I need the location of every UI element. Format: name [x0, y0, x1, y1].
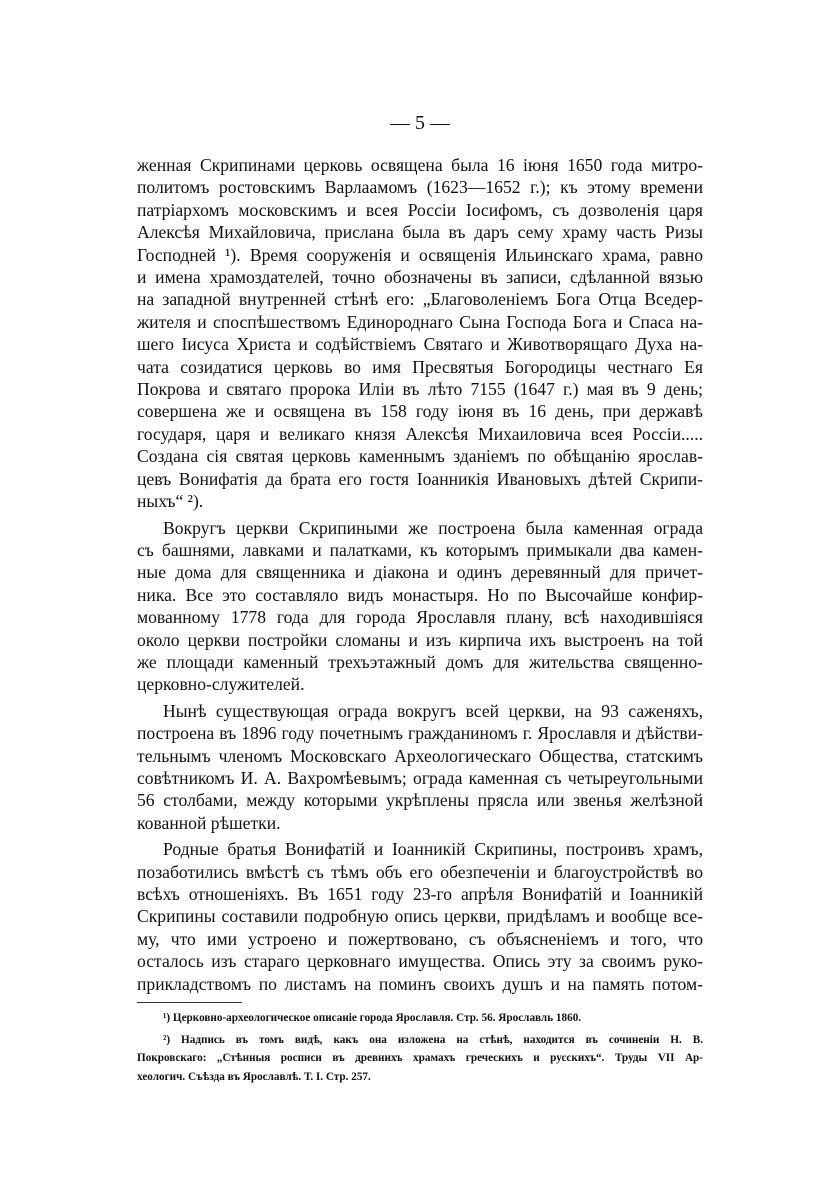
text-line: Скрипины составили подробную опись церкви, придѣламъ и вообще все-: [137, 906, 703, 927]
text-paragraph: [137, 700, 703, 834]
text-line: Вокругъ церкви Скрипиными же построена была каменная ограда: [163, 517, 703, 538]
text-line: же площади каменный трехъэтажный домъ для жительства священно-: [137, 651, 703, 672]
text-line: совѣтникомъ И. А. Вахромѣевымъ; ограда каменная съ четыреугольными: [137, 767, 703, 788]
footnote-line: хеологич. Съѣзда въ Ярославлѣ. Т. I. Стр. 257.: [137, 1070, 371, 1083]
text-paragraph: [137, 517, 703, 696]
footnote-line: Покровскаго: „Стѣнныя росписи въ древнихъ храмахъ греческихъ и русскихъ“. Труды VII Ар-: [137, 1052, 703, 1065]
text-line: ныхъ“ ²).: [137, 491, 204, 512]
footnote-divider: [137, 1002, 242, 1003]
text-line: тельнымъ членомъ Московскаго Археологическаго Общества, статскимъ: [137, 745, 703, 766]
text-line: патріархомъ московскимъ и всея Россіи Іосифомъ, съ дозволенія царя: [137, 199, 703, 220]
text-line: совершена же и освящена въ 158 году іюня въ 16 день, при державѣ: [137, 401, 703, 422]
text-line: шего Іисуса Христа и содѣйствіемъ Святаго и Животворящаго Духа на-: [137, 334, 703, 355]
text-line: государя, царя и великаго князя Алексѣя Михаиловича всея Россіи.....: [137, 423, 703, 444]
text-line: на западной внутренней стѣнѣ его: „Благоволеніемъ Бога Отца Вседер-: [137, 289, 703, 310]
text-line: чата созидатися церковь во имя Пресвятыя Богородицы честнаго Ея: [137, 356, 703, 377]
text-line: Родные братья Вонифатій и Іоанникій Скрипины, построивъ храмъ,: [163, 839, 703, 860]
text-line: кованной рѣшетки.: [137, 812, 281, 833]
text-line: 56 столбами, между которыми укрѣплены прясла или звенья желѣзной: [137, 790, 703, 811]
text-line: всѣхъ отношеніяхъ. Въ 1651 году 23-го апрѣля Вонифатій и Іоанникій: [137, 884, 703, 904]
footnote-line: ²) Надпись въ томъ видѣ, какъ она изложена на стѣнѣ, находится въ сочиненіи Н. В.: [163, 1034, 703, 1047]
text-line: му, что ими устроено и пожертвовано, съ объясненіемъ и того, что: [137, 928, 703, 949]
text-line: прикладствомъ по листамъ на поминъ своихъ душъ и на память потом-: [137, 973, 703, 994]
text-line: цевъ Вонифатія да брата его гостя Іоанникія Ивановыхъ дѣтей Скрипи-: [137, 468, 703, 489]
text-line: Создана сія святая церковь каменнымъ зданіемъ по обѣщанію ярослав-: [137, 446, 703, 467]
text-line: Покрова и святаго пророка Иліи въ лѣто 7155 (1647 г.) мая въ 9 день;: [137, 379, 703, 400]
text-line: женная Скрипинами церковь освящена была 16 іюня 1650 года митро-: [137, 155, 703, 175]
text-line: осталось изъ стараго церковнаго имущества. Опись эту за своимъ руко-: [137, 951, 703, 972]
page-number: — 5 —: [390, 112, 450, 134]
text-line: политомъ ростовскимъ Варлаамомъ (1623—1652 г.); къ этому времени: [137, 177, 703, 198]
text-line: около церкви постройки сломаны и изъ кирпича ихъ выстроенъ на той: [137, 629, 703, 650]
text-line: Алексѣя Михайловича, прислана была въ даръ сему храму часть Ризы: [137, 222, 703, 243]
footnote-paragraph: [137, 1031, 703, 1086]
text-line: съ башнями, лавками и палатками, къ которымъ примыкали два камен-: [137, 539, 703, 560]
text-paragraph: [137, 838, 703, 995]
text-paragraph: [137, 154, 703, 513]
footnotes: [137, 1009, 703, 1086]
text-line: ные дома для священника и діакона и одинъ деревянный для причет-: [137, 562, 703, 583]
footnote-line: ¹) Церковно-археологическое описаніе города Ярославля. Стр. 56. Ярославль 1860.: [163, 1012, 582, 1024]
text-line: жителя и споспѣшествомъ Единороднаго Сына Господа Бога и Спаса на-: [137, 311, 703, 332]
text-line: мованному 1778 года для города Ярославля плану, всѣ находившіяся: [137, 607, 703, 628]
text-line: ника. Все это составляло видъ монастыря. Но по Высочайше конфир-: [137, 584, 703, 605]
text-line: построена въ 1896 году почетнымъ гражданиномъ г. Ярославля и дѣйстви-: [137, 723, 703, 744]
footnote-paragraph: [137, 1009, 703, 1027]
text-line: Нынѣ существующая ограда вокругъ всей церкви, на 93 саженяхъ,: [163, 700, 703, 721]
text-line: и имена храмоздателей, точно обозначены въ записи, сдѣланной вязью: [137, 267, 703, 288]
text-line: Господней ¹). Время сооруженія и освященія Ильинскаго храма, равно: [137, 244, 703, 265]
body-text: [137, 154, 703, 995]
text-line: позаботились вмѣстѣ съ тѣмъ объ его обезпеченіи и благоустройствѣ во: [137, 861, 703, 882]
text-line: церковно-служителей.: [137, 674, 305, 695]
